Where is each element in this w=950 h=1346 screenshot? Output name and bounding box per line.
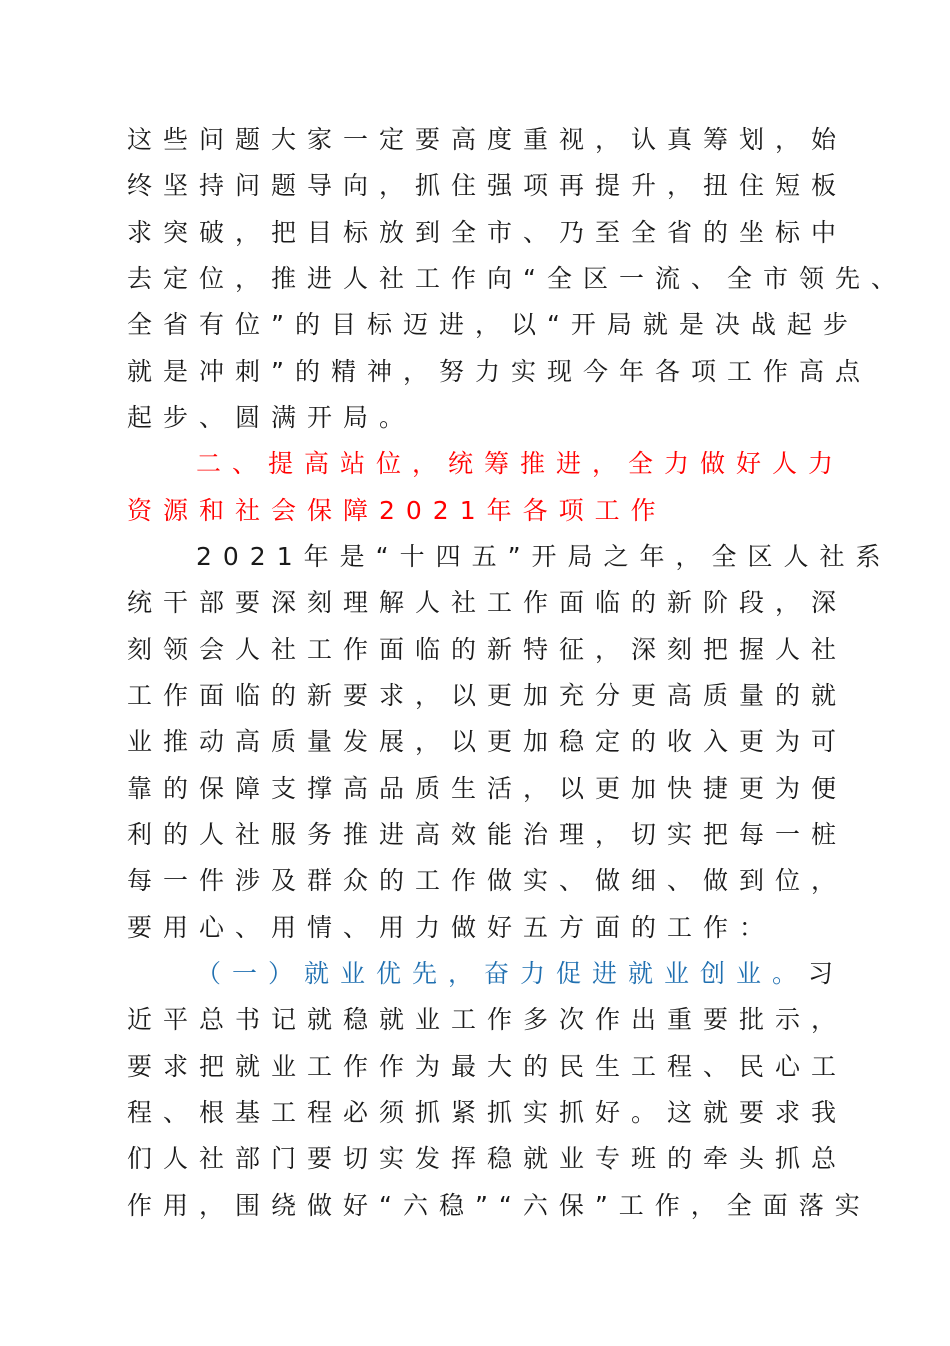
paragraph-line: 业推动高质量发展，以更加稳定的收入更为可 <box>127 727 848 756</box>
paragraph-line: 统干部要深刻理解人社工作面临的新阶段，深 <box>127 588 848 617</box>
paragraph-line: 近平总书记就稳就业工作多次作出重要批示， <box>127 1005 848 1034</box>
paragraph-line: 这些问题大家一定要高度重视，认真筹划，始 <box>127 125 848 154</box>
paragraph-line: 刻领会人社工作面临的新特征，深刻把握人社 <box>127 635 848 664</box>
subsection-heading: （一）就业优先，奋力促进就业创业。 <box>196 959 809 988</box>
paragraph-line: 就是冲刺”的精神，努力实现今年各项工作高点 <box>127 357 871 386</box>
section-heading-line: 资源和社会保障2021年各项工作 <box>127 496 667 525</box>
paragraph-line: 作用，围绕做好“六稳”“六保”工作，全面落实 <box>127 1191 871 1220</box>
paragraph-line: 靠的保障支撑高品质生活，以更加快捷更为便 <box>127 774 848 803</box>
paragraph-line: 终坚持问题导向，抓住强项再提升，扭住短板 <box>127 171 848 200</box>
paragraph-line: 2021年是“十四五”开局之年，全区人社系 <box>196 542 892 571</box>
paragraph-line: 要求把就业工作作为最大的民生工程、民心工 <box>127 1052 848 1081</box>
paragraph-line: 们人社部门要切实发挥稳就业专班的牵头抓总 <box>127 1144 848 1173</box>
section-heading-line: 二、提高站位，统筹推进，全力做好人力 <box>196 449 845 478</box>
paragraph-line: 每一件涉及群众的工作做实、做细、做到位， <box>127 866 848 895</box>
paragraph-line: 求突破，把目标放到全市、乃至全省的坐标中 <box>127 218 848 247</box>
paragraph-line: 去定位，推进人社工作向“全区一流、全市领先、 <box>127 264 907 293</box>
paragraph-line: 全省有位”的目标迈进，以“开局就是决战起步 <box>127 310 859 339</box>
paragraph-text: 习 <box>808 959 845 988</box>
paragraph-line: 起步、圆满开局。 <box>127 403 416 432</box>
paragraph-line: 工作面临的新要求，以更加充分更高质量的就 <box>127 681 848 710</box>
subsection-line <box>196 954 844 994</box>
paragraph-line: 利的人社服务推进高效能治理，切实把每一桩 <box>127 820 848 849</box>
paragraph-line: 要用心、用情、用力做好五方面的工作： <box>127 913 776 942</box>
paragraph-line: 程、根基工程必须抓紧抓实抓好。这就要求我 <box>127 1098 848 1127</box>
